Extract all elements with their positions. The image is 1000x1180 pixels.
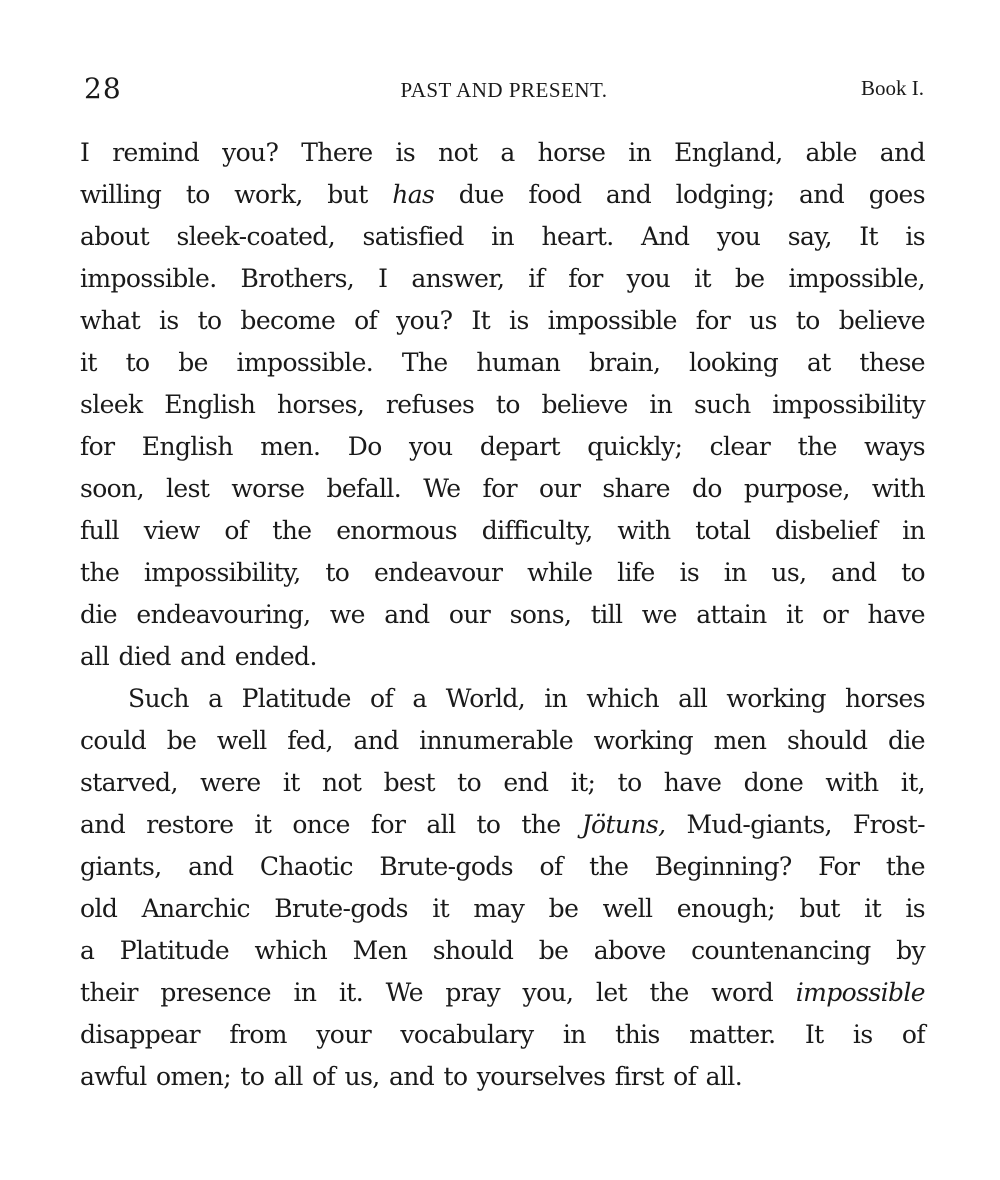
text-line: a Platitude which Men should be above countenancing by [80, 936, 925, 965]
page-number: 28 [84, 72, 122, 105]
text-line: starved, were it not best to end it; to have done with it, [80, 768, 925, 797]
text-line: it to be impossible. The human brain, looking at these [80, 348, 925, 377]
text-line: Such a Platitude of a World, in which all working horses [128, 684, 925, 713]
page-header [84, 72, 924, 108]
running-title: PAST AND PRESENT. [400, 78, 608, 102]
text-line: die endeavouring, we and our sons, till we attain it or have [80, 600, 925, 629]
italic-emphasis: has [392, 180, 435, 209]
text-line: willing to work, but has due food and lodging; and goes [80, 180, 925, 209]
text-line: could be well fed, and innumerable working men should die [80, 726, 925, 755]
italic-emphasis: Jötuns, [581, 810, 666, 839]
book-label: Book I. [861, 76, 924, 100]
text-line: giants, and Chaotic Brute-gods of the Beginning? For the [80, 852, 925, 881]
body-text [80, 132, 925, 1098]
text-line: awful omen; to all of us, and to yourselves first of all. [80, 1062, 743, 1091]
italic-emphasis: impossible [795, 978, 925, 1007]
text-line: their presence in it. We pray you, let the word impossible [80, 978, 925, 1007]
text-line: all died and ended. [80, 642, 317, 671]
text-line: soon, lest worse befall. We for our share do purpose, with [80, 474, 925, 503]
text-line: disappear from your vocabulary in this matter. It is of [80, 1020, 925, 1049]
text-line: the impossibility, to endeavour while life is in us, and to [80, 558, 925, 587]
text-line: I remind you? There is not a horse in England, able and [80, 138, 925, 167]
text-line: what is to become of you? It is impossible for us to believe [80, 306, 925, 335]
text-line: old Anarchic Brute-gods it may be well enough; but it is [80, 894, 925, 923]
text-line: for English men. Do you depart quickly; clear the ways [80, 432, 925, 461]
text-line: about sleek-coated, satisfied in heart. And you say, It is [80, 222, 925, 251]
text-line: full view of the enormous difficulty, with total disbelief in [80, 516, 925, 545]
text-line: impossible. Brothers, I answer, if for you it be impossible, [80, 264, 925, 293]
text-line: sleek English horses, refuses to believe in such impossibility [80, 390, 925, 419]
text-line: and restore it once for all to the Jötuns, Mud-giants, Frost- [80, 810, 926, 839]
